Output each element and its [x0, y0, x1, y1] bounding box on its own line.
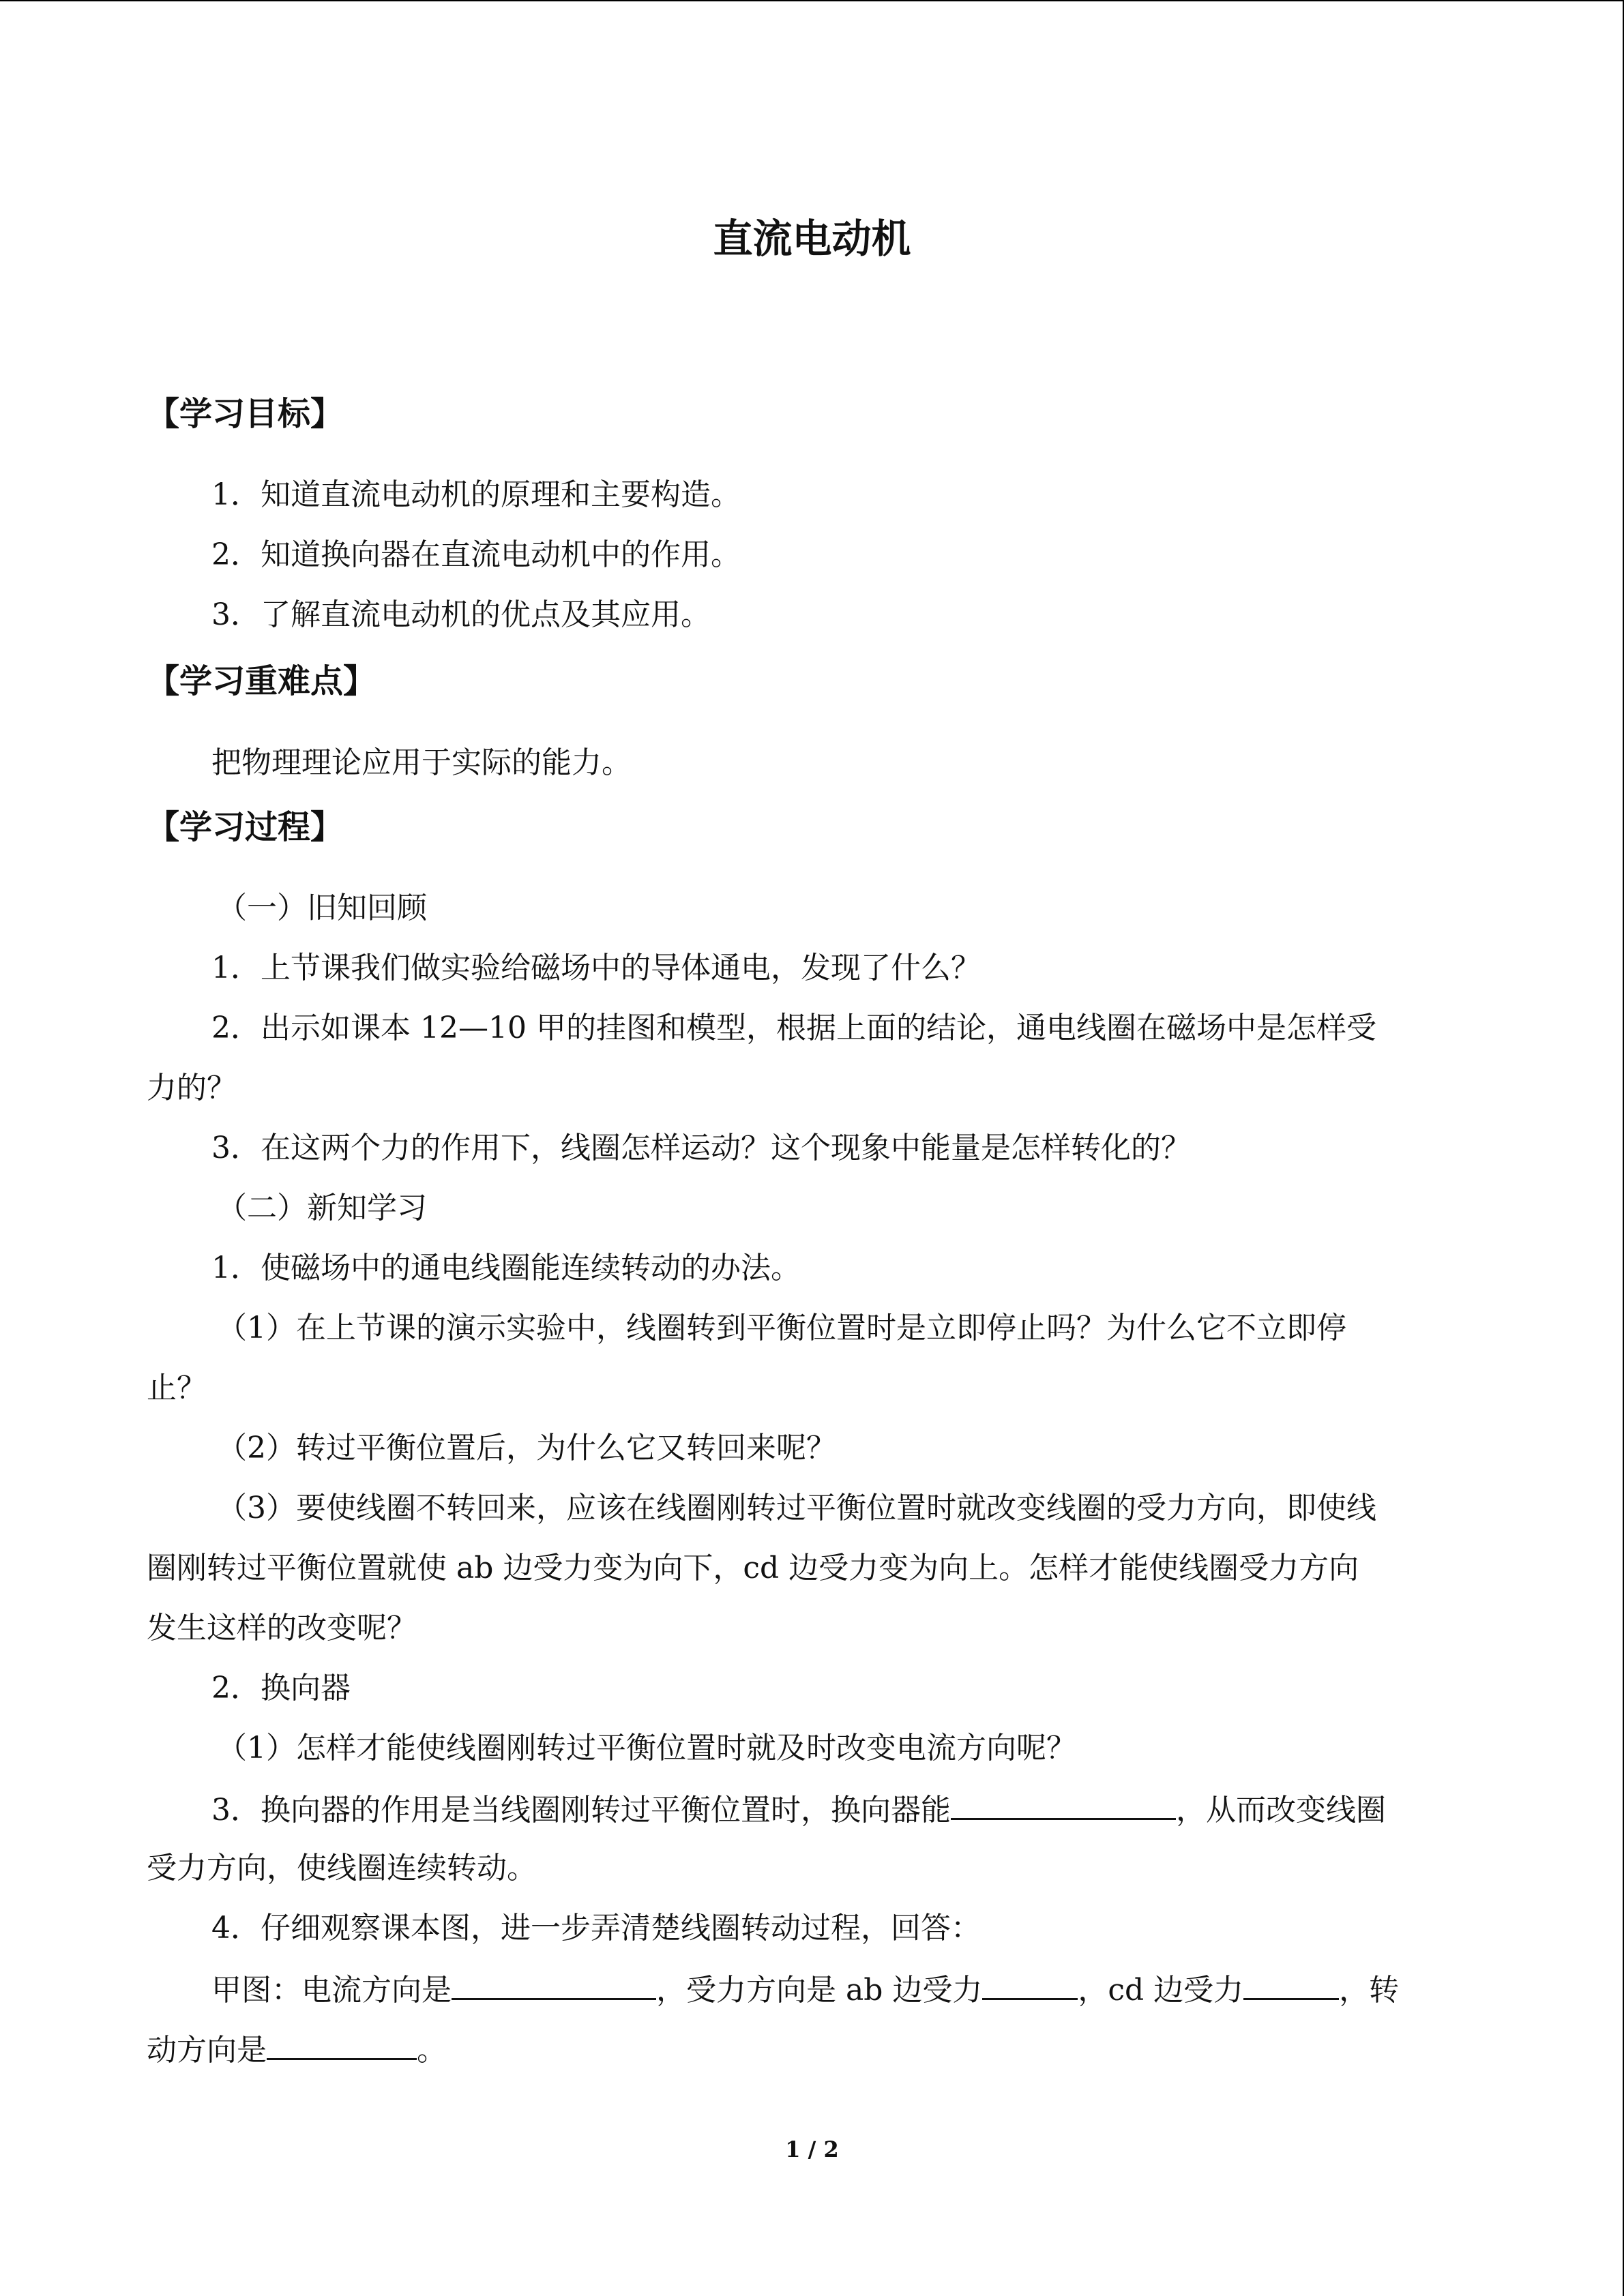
section-heading-goals: 【学习目标】 [147, 395, 344, 433]
new-item-1-sub-3-line-1: （3）要使线圈不转回来，应该在线圈刚转过平衡位置时就改变线圈的受力方向，即使线 [217, 1491, 1376, 1525]
new-item-3-text-a: 3．换向器的作用是当线圈刚转过平衡位置时，换向器能 [211, 1793, 951, 1828]
review-question-2-line-2: 力的？ [147, 1071, 237, 1105]
review-question-1: 1．上节课我们做实验给磁场中的导体通电，发现了什么？ [211, 951, 981, 985]
fill-blank[interactable] [982, 1968, 1078, 2000]
new-item-3-line-1 [211, 1788, 1386, 1831]
page-number: 1 / 2 [785, 2136, 839, 2162]
new-item-4: 4．仔细观察课本图，进一步弄清楚线圈转动过程，回答： [211, 1911, 981, 1945]
new-item-1-sub-3-line-2: 圈刚转过平衡位置就使 ab 边受力变为向下，cd 边受力变为向上。怎样才能使线圈受力方向 [147, 1551, 1359, 1585]
document-title: 直流电动机 [713, 215, 911, 262]
part2-label: （二）新知学习 [217, 1191, 427, 1225]
section-heading-key-points: 【学习重难点】 [147, 662, 377, 700]
answer-text-a: 甲图：电流方向是 [211, 1973, 452, 2008]
new-item-1-sub-2: （2）转过平衡位置后，为什么它又转回来呢？ [217, 1431, 836, 1465]
part1-label: （一）旧知回顾 [217, 891, 427, 925]
answer-text-e: 动方向是 [147, 2033, 267, 2068]
answer-text-d: ，转 [1339, 1973, 1400, 2008]
answer-text-c: ，cd 边受力 [1078, 1973, 1244, 2008]
goal-item-3: 3．了解直流电动机的优点及其应用。 [211, 597, 711, 632]
review-question-3: 3．在这两个力的作用下，线圈怎样运动？这个现象中能量是怎样转化的？ [211, 1131, 1191, 1165]
new-item-4-answer-line-1 [211, 1968, 1399, 2011]
goal-item-1: 1．知道直流电动机的原理和主要构造。 [211, 477, 741, 512]
new-item-3-text-b: ，从而改变线圈 [1176, 1793, 1386, 1828]
section-heading-process: 【学习过程】 [147, 808, 344, 846]
answer-text-f: 。 [417, 2033, 447, 2068]
new-item-1-sub-3-line-3: 发生这样的改变呢？ [147, 1611, 417, 1645]
new-item-1: 1．使磁场中的通电线圈能连续转动的办法。 [211, 1251, 801, 1285]
fill-blank[interactable] [267, 2028, 417, 2060]
new-item-1-sub-1-line-2: 止？ [147, 1371, 207, 1405]
new-item-3-line-2: 受力方向，使线圈连续转动。 [147, 1851, 537, 1885]
review-question-2-line-1: 2．出示如课本 12—10 甲的挂图和模型，根据上面的结论，通电线圈在磁场中是怎样受 [211, 1011, 1376, 1045]
key-points-text: 把物理理论应用于实际的能力。 [211, 745, 632, 780]
new-item-2: 2．换向器 [211, 1671, 351, 1705]
answer-text-b: ，受力方向是 ab 边受力 [656, 1973, 983, 2008]
fill-blank[interactable] [452, 1968, 656, 2000]
fill-blank[interactable] [1243, 1968, 1339, 2000]
fill-blank[interactable] [951, 1788, 1176, 1820]
new-item-2-sub-1: （1）怎样才能使线圈刚转过平衡位置时就及时改变电流方向呢？ [217, 1731, 1076, 1765]
new-item-4-answer-line-2 [147, 2028, 447, 2071]
goal-item-2: 2．知道换向器在直流电动机中的作用。 [211, 537, 741, 572]
new-item-1-sub-1-line-1: （1）在上节课的演示实验中，线圈转到平衡位置时是立即停止吗？为什么它不立即停 [217, 1311, 1346, 1345]
